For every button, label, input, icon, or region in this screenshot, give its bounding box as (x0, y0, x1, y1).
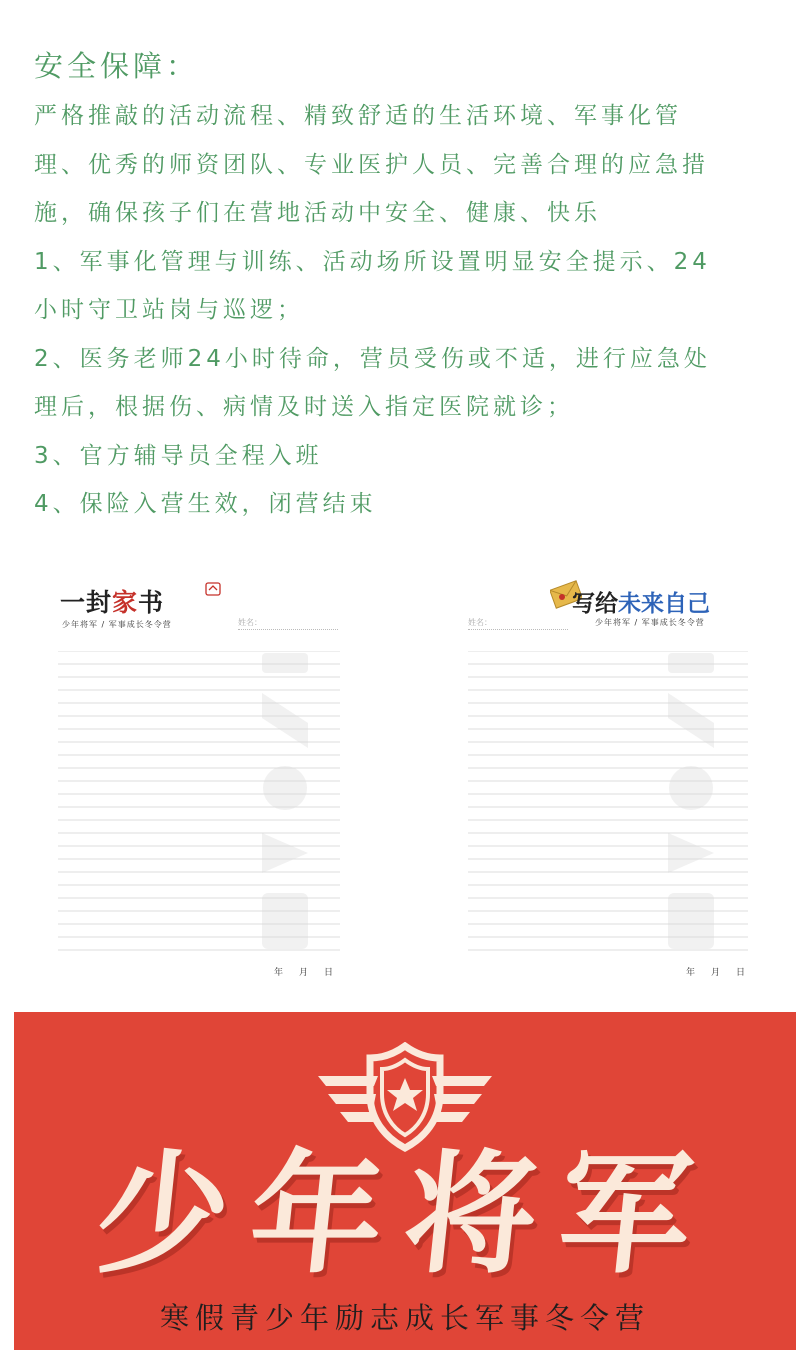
safety-line: 理后，根据伤、病情及时送入指定医院就诊； (34, 394, 574, 420)
shield-star-emblem-icon (316, 1042, 494, 1152)
date-line: 年 月 日 (686, 968, 746, 978)
safety-line: 严格推敲的活动流程、精致舒适的生活环境、军事化管 (34, 103, 682, 129)
safety-line: 小时守卫站岗与巡逻； (34, 297, 304, 323)
letter-home-title: 一封家书 (60, 588, 165, 617)
date-line: 年 月 日 (274, 968, 334, 978)
banner-title: 少年将军 (88, 1137, 722, 1292)
letter-home-subtitle: 少年将军 / 军事成长冬令营 (62, 620, 172, 629)
safety-paragraph (34, 92, 794, 529)
safety-line: 3、官方辅导员全程入班 (34, 442, 323, 469)
name-field[interactable]: 姓名： (468, 617, 568, 630)
writing-lines[interactable] (58, 651, 340, 959)
safety-line: 4、保险入营生效，闭营结束 (34, 491, 377, 517)
writing-lines[interactable] (468, 651, 748, 959)
letter-future-paper (460, 575, 760, 985)
banner-subtitle: 寒假青少年励志成长军事冬令营 (159, 1301, 650, 1335)
letter-home-paper (52, 575, 352, 985)
name-field[interactable]: 姓名： (238, 617, 338, 630)
safety-line: 1、军事化管理与训练、活动场所设置明显安全提示、24 (34, 248, 711, 275)
safety-line: 理、优秀的师资团队、专业医护人员、完善合理的应急措 (34, 151, 709, 178)
letter-future-title: 写给未来自己 (572, 591, 710, 617)
safety-line: 施，确保孩子们在营地活动中安全、健康、快乐 (34, 200, 601, 226)
letter-future-subtitle: 少年将军 / 军事成长冬令营 (595, 618, 705, 627)
badge-icon (205, 582, 221, 596)
safety-line: 2、医务老师24小时待命，营员受伤或不适，进行应急处 (34, 345, 711, 372)
safety-heading: 安全保障： (34, 49, 200, 83)
camp-banner (14, 1012, 796, 1350)
safety-section (34, 44, 794, 529)
